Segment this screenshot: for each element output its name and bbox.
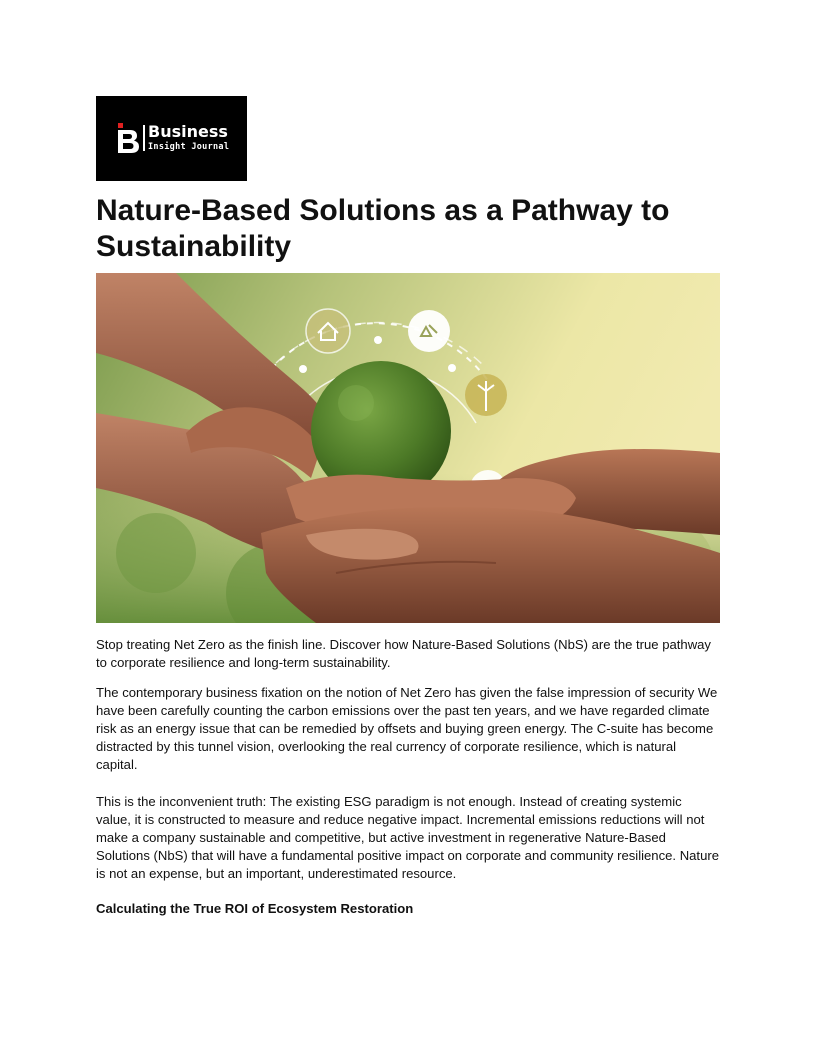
body-paragraph: This is the inconvenient truth: The existing ESG paradigm is not enough. Instead of creating systemic value, it is constructed to measure and reduce negative impact. Incremental emissions reductions will not make a company sustainable and competitive, but active investment in regenerative Nature-Based Solutions (NbS) that will have a fundamental positive impact on corporate and community resilience. Nature is not an expense, but an important, underestimated resource. (96, 794, 719, 881)
house-icon (306, 309, 350, 353)
body-paragraph: The contemporary business fixation on the notion of Net Zero has given the false impression of security We have been carefully counting the carbon emissions over the past ten years, and we have regarded climate risk as an energy issue that can be remedied by offsets and buying green energy. The C-suite has become distracted by this tunnel vision, overlooking the real currency of corporate resilience, which is natural capital. (96, 685, 718, 772)
logo-subtitle: Insight Journal (148, 142, 230, 152)
intro-paragraph: Stop treating Net Zero as the finish line. Discover how Nature-Based Solutions (NbS) are the true pathway to corporate resilience and long-term sustainability. (96, 637, 711, 670)
section-subheading: Calculating the True ROI of Ecosystem Restoration (96, 901, 414, 916)
logo-name: Business (148, 122, 228, 141)
hero-image (96, 273, 720, 623)
logo-divider (143, 125, 145, 151)
logo-b-icon (118, 123, 140, 153)
wind-turbine-icon (465, 374, 507, 416)
publication-logo[interactable] (96, 96, 247, 181)
recycle-icon (408, 310, 450, 352)
article-title: Nature-Based Solutions as a Pathway to Sustainability (96, 194, 670, 263)
